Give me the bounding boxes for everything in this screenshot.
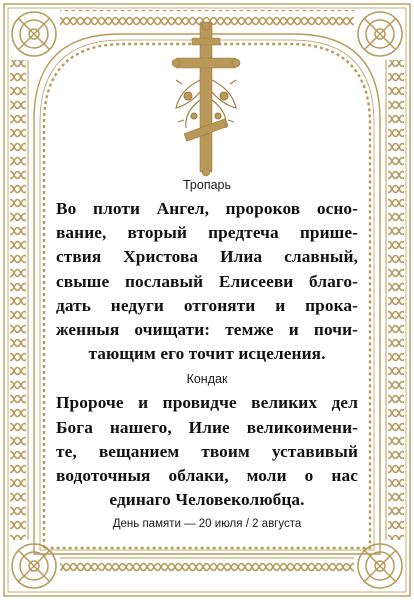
troparion-line: ствия Христова Илиа славный, <box>56 247 358 267</box>
corner-knot-top-right <box>358 12 402 56</box>
kontakion-text <box>56 391 358 512</box>
troparion-line: дать недуги отгоняти и прока- <box>56 295 358 315</box>
feast-date: День памяти — 20 июля / 2 августа <box>112 518 302 531</box>
kontakion-line: водоточныя облаки, моли о нас <box>56 466 358 486</box>
kontakion-line: единаго Человеколюбца. <box>109 490 305 510</box>
troparion-line: тающим его точит исцеления. <box>88 344 326 364</box>
prayer-card-body <box>56 178 358 530</box>
troparion-line: свыше пославый Елисееви благо- <box>56 271 358 291</box>
kontakion-heading: Кондак <box>186 372 228 387</box>
troparion-line: вание, вторый предтеча прише- <box>56 223 358 243</box>
kontakion-line: Бога нашего, Илие великоимени- <box>56 417 358 437</box>
troparion-line: женныя очищати: темже и почи- <box>56 320 358 340</box>
troparion-text <box>56 197 358 366</box>
kontakion-line: те, вещанием твоим уставивый <box>56 441 358 461</box>
kontakion-line: Пророче и провидче великих дел <box>56 393 358 413</box>
corner-knot-top-left <box>12 12 56 56</box>
troparion-line: Во плоти Ангел, пророков осно- <box>56 199 358 218</box>
troparion-heading: Тропарь <box>182 178 232 192</box>
orthodox-cross-icon <box>172 22 240 176</box>
